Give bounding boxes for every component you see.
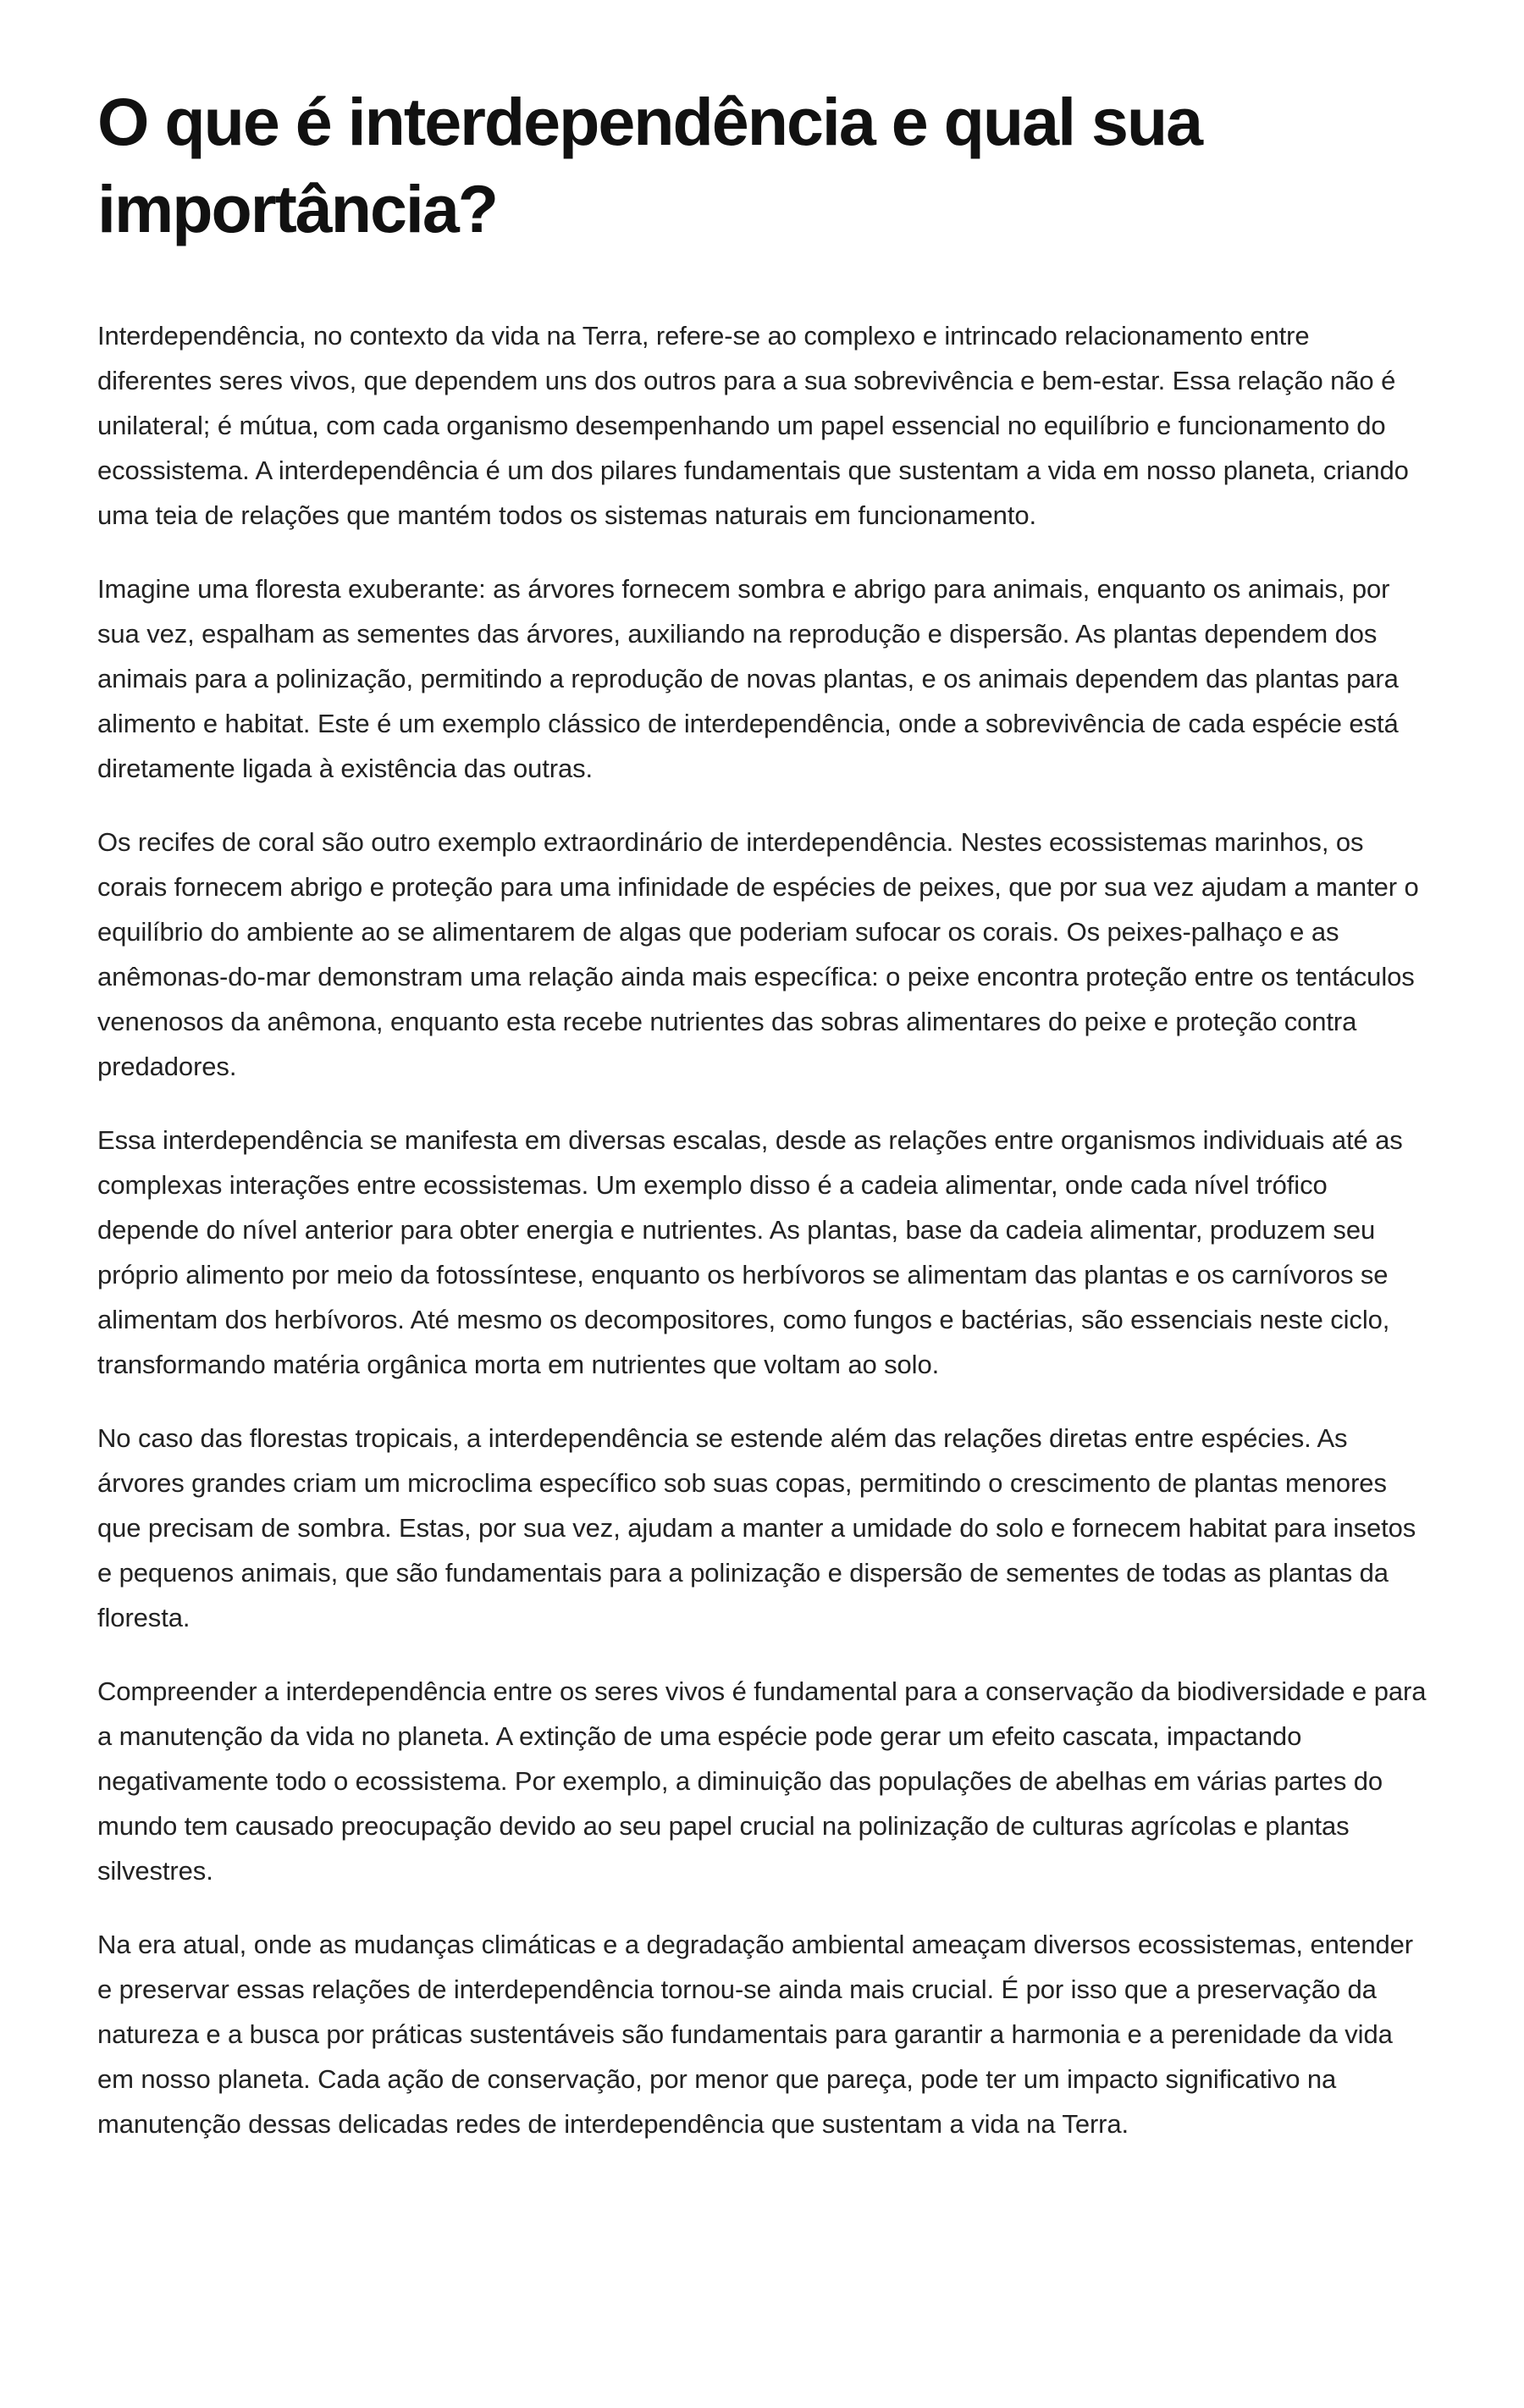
paragraph-food-chain: Essa interdependência se manifesta em diversas escalas, desde as relações entre organismos individuais até as complexas interações entre ecossistemas. Um exemplo disso é a cadeia alimentar, onde cada nível trófico depende do nível anterior para obter energia e nutrientes. As plantas, base da cadeia alimentar, produzem seu próprio alimento por meio da fotossíntese, enquanto os herbívoros se alimentam das plantas e os carnívoros se alimentam dos herbívoros. Até mesmo os decompositores, como fungos e bactérias, são essenciais neste ciclo, transformando matéria orgânica morta em nutrientes que voltam ao solo. [97,1125,1403,1379]
paragraph-current-era: Na era atual, onde as mudanças climáticas e a degradação ambiental ameaçam diversos ecossistemas, entender e preservar essas relações de interdependência tornou-se ainda mais crucial. É por isso que a preservação da natureza e a busca por práticas sustentáveis são fundamentais para garantir a harmonia e a perenidade da vida em nosso planeta. Cada ação de conservação, por menor que pareça, pode ter um impacto significativo na manutenção dessas delicadas redes de interdependência que sustentam a vida na Terra. [97,1930,1414,2139]
paragraph-forest-example: Imagine uma floresta exuberante: as árvores fornecem sombra e abrigo para animais, enquanto os animais, por sua vez, espalham as sementes das árvores, auxiliando na reprodução e dispersão. As plantas dependem dos animais para a polinização, permitindo a reprodução de novas plantas, e os animais dependem das plantas para alimento e habitat. Este é um exemplo clássico de interdependência, onde a sobrevivência de cada espécie está diretamente ligada à existência das outras. [97,574,1399,783]
paragraph-coral-reefs: Os recifes de coral são outro exemplo extraordinário de interdependência. Nestes ecossistemas marinhos, os corais fornecem abrigo e proteção para uma infinidade de espécies de peixes, que por sua vez ajudam a manter o equilíbrio do ambiente ao se alimentarem de algas que poderiam sufocar os corais. Os peixes-palhaço e as anêmonas-do-mar demonstram uma relação ainda mais específica: o peixe encontra proteção entre os tentáculos venenosos da anêmona, enquanto esta recebe nutrientes das sobras alimentares do peixe e proteção contra predadores. [97,827,1419,1081]
paragraph-tropical-forests: No caso das florestas tropicais, a interdependência se estende além das relações diretas entre espécies. As árvores grandes criam um microclima específico sob suas copas, permitindo o crescimento de plantas menores que precisam de sombra. Estas, por sua vez, ajudam a manter a umidade do solo e fornecem habitat para insetos e pequenos animais, que são fundamentais para a polinização e dispersão de sementes de todas as plantas da floresta. [97,1423,1416,1632]
paragraph-definition: Interdependência, no contexto da vida na Terra, refere-se ao complexo e intrincado relacionamento entre diferentes seres vivos, que dependem uns dos outros para a sua sobrevivência e bem-estar. Essa relação não é unilateral; é mútua, com cada organismo desempenhando um papel essencial no equilíbrio e funcionamento do ecossistema. A interdependência é um dos pilares fundamentais que sustentam a vida em nosso planeta, criando uma teia de relações que mantém todos os sistemas naturais em funcionamento. [97,321,1409,530]
article-title: O que é interdependência e qual sua importância? [97,84,1202,246]
paragraph-conservation: Compreender a interdependência entre os seres vivos é fundamental para a conservação da biodiversidade e para a manutenção da vida no planeta. A extinção de uma espécie pode gerar um efeito cascata, impactando negativamente todo o ecossistema. Por exemplo, a diminuição das populações de abelhas em várias partes do mundo tem causado preocupação devido ao seu papel crucial na polinização de culturas agrícolas e plantas silvestres. [97,1676,1427,1886]
article [97,78,1427,2175]
